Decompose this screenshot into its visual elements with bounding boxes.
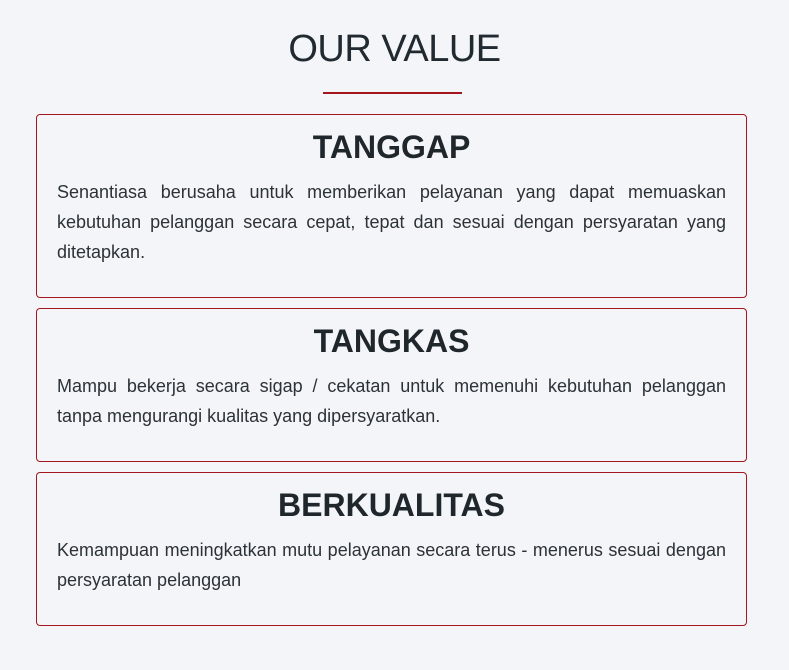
value-card-berkualitas — [36, 472, 747, 626]
value-card-heading: TANGKAS — [313, 323, 470, 359]
value-card-description: Mampu bekerja secara sigap / cekatan untuk memenuhi kebutuhan pelanggan tanpa mengurangi kualitas yang dipersyaratkan. — [57, 376, 726, 426]
section-title: OUR VALUE — [288, 28, 501, 70]
value-card-tangkas — [36, 308, 747, 462]
title-underline — [323, 92, 462, 94]
value-card-description: Senantiasa berusaha untuk memberikan pelayanan yang dapat memuaskan kebutuhan pelanggan secara cepat, tepat dan sesuai dengan persyaratan yang ditetapkan. — [57, 182, 726, 262]
value-card-heading: BERKUALITAS — [278, 487, 505, 523]
value-card-description: Kemampuan meningkatkan mutu pelayanan secara terus - menerus sesuai dengan persyaratan pelanggan — [57, 540, 726, 590]
value-card-heading: TANGGAP — [312, 129, 471, 165]
value-card-tanggap — [36, 114, 747, 298]
